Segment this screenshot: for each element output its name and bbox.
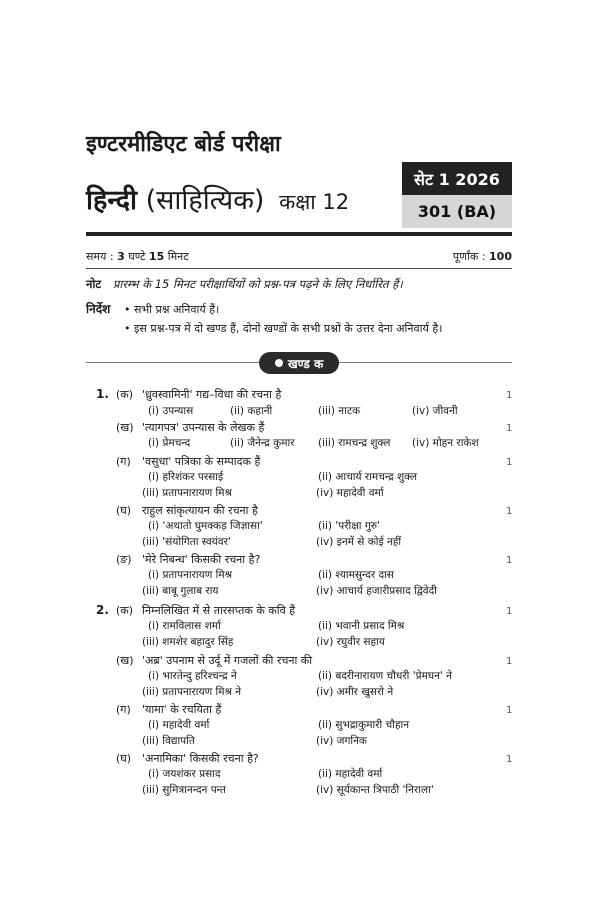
option: (iii) प्रतापनारायण मिश्र ने: [142, 686, 242, 698]
section-label: खण्ड क: [287, 356, 324, 371]
option: (ii) बदरीनारायण चौधरी 'प्रेमघन' ने: [318, 670, 452, 682]
option: (ii) आचार्य रामचन्द्र शुक्ल: [318, 471, 418, 483]
option: (i) भारतेन्दु हरिश्चन्द्र ने: [148, 670, 237, 682]
question-marks: 1: [506, 506, 513, 517]
option: (iv) अमीर खुसरो ने: [316, 686, 394, 698]
option: (iv) महादेवी वर्मा: [316, 487, 384, 499]
subject-name: हिन्दी: [86, 185, 138, 216]
set-label: सेट 1 2026: [402, 162, 512, 195]
option: (ii) श्यामसुन्दर दास: [318, 569, 394, 581]
note-text: प्रारम्भ के 15 मिनट परीक्षार्थियों को प्रश्न-पत्र पढ़ने के लिए निर्धारित हैं।: [112, 277, 403, 291]
question-label: (ख): [116, 421, 134, 434]
direction-item: • सभी प्रश्न अनिवार्य हैं।: [124, 303, 220, 316]
question-text: निम्नलिखित में से तारसप्तक के कवि हैं: [142, 604, 296, 617]
section-rule-left: [86, 362, 259, 363]
question-marks: 1: [506, 457, 513, 468]
question-marks: 1: [506, 423, 513, 434]
option: (ii) जैनेन्द्र कुमार: [230, 437, 295, 449]
option: (iv) मोहन राकेश: [412, 437, 479, 449]
question-label: (ख): [116, 654, 134, 667]
directions-label: निर्देश: [86, 302, 111, 316]
time-hours: 3: [117, 250, 125, 263]
question-marks: 1: [506, 555, 513, 566]
time-minutes: 15: [148, 250, 165, 263]
option: (iii) शमशेर बहादुर सिंह: [142, 636, 234, 648]
direction-item: • इस प्रश्न-पत्र में दो खण्ड हैं, दोनों खण्डों के सभी प्रश्नों के उत्तर देना अनिवार्य है।: [124, 322, 443, 335]
time-label: समय :: [86, 250, 114, 263]
question-text: 'वसुधा' पत्रिका के सम्पादक हैं: [142, 455, 261, 468]
section-badge: [259, 352, 339, 374]
max-marks: [453, 249, 512, 264]
question-label: (घ): [116, 504, 132, 517]
option: (i) प्रतापनारायण मिश्र: [148, 569, 233, 581]
option: (iii) बाबू गुलाब राय: [142, 585, 219, 597]
option: (i) उपन्यास: [148, 405, 194, 417]
option: (iii) रामचन्द्र शुक्ल: [318, 437, 391, 449]
option: (iv) जीवनी: [412, 405, 458, 417]
question-label: (घ): [116, 752, 132, 765]
question-marks: 1: [506, 656, 513, 667]
option: (ii) 'परीक्षा गुरु': [318, 520, 380, 532]
question-text: 'ध्रुवस्वामिनी' गद्य–विधा की रचना है: [142, 388, 282, 401]
option: (iv) इनमें से कोई नहीं: [316, 536, 402, 548]
question-text: 'त्यागपत्र' उपन्यास के लेखक हैं: [142, 421, 265, 434]
option: (i) जयशंकर प्रसाद: [148, 768, 221, 780]
question-text: 'मेरे निबन्ध' किसकी रचना है?: [142, 553, 261, 566]
bullet-icon: [275, 359, 283, 367]
question-marks: 1: [506, 754, 513, 765]
time-info: [86, 249, 189, 264]
section-rule-right: [339, 362, 512, 363]
question-text: राहुल सांकृत्यायन की रचना है: [142, 504, 258, 517]
question-text: 'यामा' के रचयिता हैं: [142, 703, 222, 716]
question-number: 1.: [96, 387, 109, 401]
subject-heading: [86, 180, 349, 217]
meta-divider: [86, 268, 512, 269]
option: (i) रामविलास शर्मा: [148, 620, 221, 632]
question-label: (ग): [116, 703, 131, 716]
question-marks: 1: [506, 606, 513, 617]
header-divider: [86, 232, 512, 236]
marks-value: 100: [489, 250, 512, 263]
subject-type: (साहित्यिक): [145, 185, 265, 216]
class-label: कक्षा 12: [279, 190, 350, 214]
option: (ii) कहानी: [230, 405, 273, 417]
note-label: नोट: [86, 277, 102, 291]
marks-label: पूर्णांक :: [452, 250, 486, 263]
question-marks: 1: [506, 705, 513, 716]
question-label: (क): [116, 604, 134, 617]
time-hours-unit: घण्टे: [128, 250, 146, 263]
question-label: (ग): [116, 455, 131, 468]
option: (iv) रघुवीर सहाय: [316, 636, 385, 648]
question-text: 'अनामिका' किसकी रचना है?: [142, 752, 259, 765]
option: (i) प्रेमचन्द: [148, 437, 191, 449]
exam-title: इण्टरमीडिएट बोर्ड परीक्षा: [86, 132, 281, 157]
option: (iii) नाटक: [318, 405, 361, 417]
option: (iv) आचार्य हजारीप्रसाद द्विवेदी: [316, 585, 437, 597]
option: (i) 'अथातो घुमक्कड़ जिज्ञासा': [148, 520, 263, 532]
option: (iii) विद्यापति: [142, 735, 195, 747]
option: (iii) सुमित्रानन्दन पन्त: [142, 784, 226, 796]
option: (i) हरिशंकर परसाई: [148, 471, 224, 483]
question-label: (ङ): [116, 553, 132, 566]
option: (iii) 'संयोगिता स्वयंवर': [142, 536, 231, 548]
question-text: 'अब्र' उपनाम से उर्दू में गजलों की रचना की: [142, 654, 313, 667]
option: (ii) सुभद्राकुमारी चौहान: [318, 719, 410, 731]
option: (iv) सूर्यकान्त त्रिपाठी 'निराला': [316, 784, 434, 796]
option: (i) महादेवी वर्मा: [148, 719, 210, 731]
option: (iv) जगनिक: [316, 735, 367, 747]
question-marks: 1: [506, 390, 513, 401]
question-label: (क): [116, 388, 134, 401]
option: (ii) महादेवी वर्मा: [318, 768, 383, 780]
time-minutes-unit: मिनट: [167, 250, 189, 263]
option: (ii) भवानी प्रसाद मिश्र: [318, 620, 405, 632]
option: (iii) प्रतापनारायण मिश्र: [142, 487, 232, 499]
paper-code: 301 (BA): [402, 195, 512, 228]
question-number: 2.: [96, 603, 109, 617]
note: [86, 277, 403, 292]
